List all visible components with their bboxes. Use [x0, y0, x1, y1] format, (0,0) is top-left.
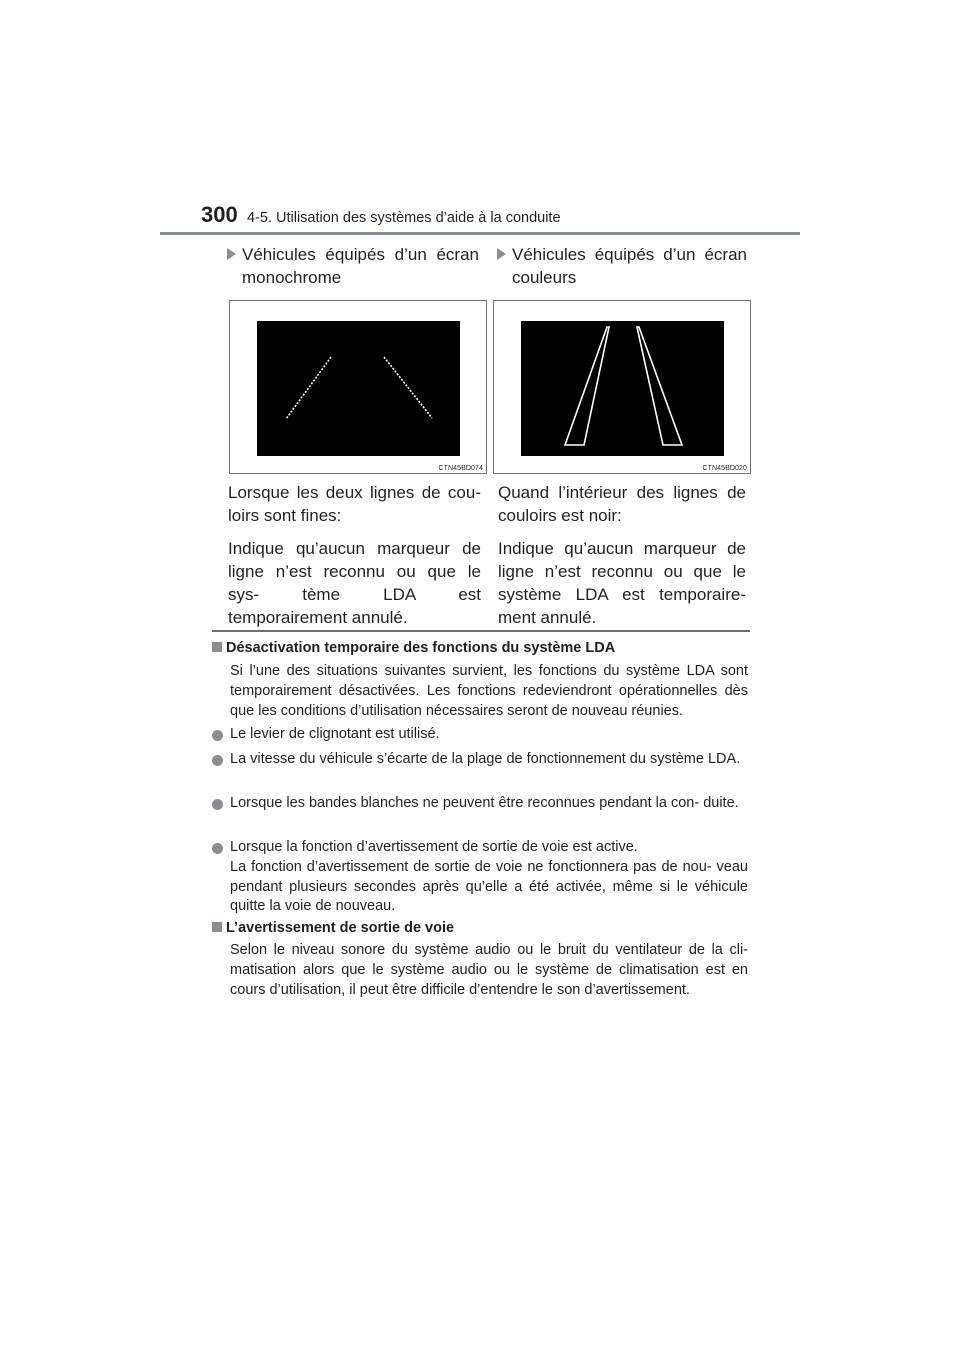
section-heading — [212, 920, 454, 936]
triangle-bullet-icon — [497, 248, 506, 260]
list-item-text: La vitesse du véhicule s’écarte de la plage de fonctionnement du système LDA. — [230, 751, 741, 767]
list-item — [212, 750, 748, 770]
text-line: Selon le niveau sonore du système audio ou le bruit du ventilateur de la cli- — [230, 942, 748, 958]
thin-lane-lines-illustration — [257, 321, 460, 456]
right-column-heading — [497, 243, 747, 289]
text-line: loirs sont fines: — [228, 506, 342, 525]
text-line: Indique qu’aucun marqueur de — [228, 539, 481, 558]
text-line: Quand l’intérieur des lignes de — [498, 483, 746, 502]
text-line: ligne n’est reconnu ou que le — [498, 562, 746, 581]
text-line: Lorsque les deux lignes de cou- — [228, 483, 481, 502]
figure-code: CTN45BD074 — [438, 465, 483, 472]
text-line: duite. — [703, 795, 739, 811]
circle-bullet-icon — [212, 843, 223, 854]
section-divider — [212, 630, 750, 632]
section-paragraph — [230, 941, 748, 1000]
monochrome-display-figure — [229, 300, 487, 474]
list-item-text — [230, 794, 748, 814]
text-line: système LDA est temporaire- — [498, 585, 746, 604]
list-item-text: Le levier de clignotant est utilisé. — [230, 726, 440, 742]
text-line: couloirs est noir: — [498, 506, 622, 525]
text-line: matisation alors que le système audio ou le système de climatisation est en cours d’utilisation, il peut être difficile d’entendre le son d’avertissement. — [230, 961, 748, 998]
section-paragraph: Si l’une des situations suivantes survient, les fonctions du système LDA sont temporairement désactivées. Les fonctions redeviendront opérationnelles dès que les conditions d’utilisation nécessaires seront de nouveau réunies. — [230, 663, 748, 719]
circle-bullet-icon — [212, 755, 223, 766]
text-line: Lorsque la fonction d’avertissement de sortie de voie est active. — [230, 839, 638, 855]
list-item — [212, 794, 748, 814]
square-bullet-icon — [212, 922, 222, 932]
list-item-detail — [230, 858, 748, 917]
circle-bullet-icon — [212, 799, 223, 810]
left-desc-meaning — [228, 537, 481, 629]
list-item — [212, 725, 748, 745]
monochrome-screen — [257, 321, 460, 456]
triangle-bullet-icon — [227, 248, 236, 260]
color-screen — [521, 321, 724, 456]
text-line: ment annulé. — [498, 608, 597, 627]
text-line: tème LDA est temporairement — [228, 585, 481, 627]
figure-code: CTN45BD020 — [702, 465, 747, 472]
list-item-text — [230, 838, 748, 917]
circle-bullet-icon — [212, 730, 223, 741]
text-line: veau pendant plusieurs secondes après qu’elle a été activée, même si le véhicule quitte la voie de nouveau. — [230, 858, 748, 915]
text-line: Indique qu’aucun marqueur de — [498, 539, 746, 558]
square-bullet-icon — [212, 642, 222, 652]
right-desc-condition — [498, 481, 746, 527]
section-heading-text: Désactivation temporaire des fonctions du système LDA — [226, 640, 616, 656]
left-column-heading — [227, 243, 479, 289]
right-desc-meaning — [498, 537, 746, 629]
text-line: Lorsque les bandes blanches ne peuvent être reconnues pendant la con- — [230, 795, 700, 811]
left-desc-condition — [228, 481, 481, 527]
header-rule — [160, 232, 800, 235]
hollow-lane-lines-illustration — [521, 321, 724, 456]
right-description — [498, 481, 746, 639]
page-number: 300 — [201, 202, 238, 227]
text-line: annulé. — [351, 608, 408, 627]
list-item — [212, 838, 748, 917]
running-header-title: 4-5. Utilisation des systèmes d’aide à la conduite — [247, 210, 561, 226]
color-display-figure — [493, 300, 751, 474]
section-heading — [212, 640, 615, 656]
section-heading-text: L’avertissement de sortie de voie — [226, 920, 455, 936]
text-line: La fonction d’avertissement de sortie de voie ne fonctionnera pas de nou- — [230, 858, 712, 875]
right-heading-text: Véhicules équipés d’un écran couleurs — [512, 245, 747, 287]
left-heading-text: Véhicules équipés d’un écran monochrome — [242, 245, 479, 287]
left-description — [228, 481, 481, 639]
text-line: ligne n’est reconnu ou que le sys- — [228, 562, 481, 604]
